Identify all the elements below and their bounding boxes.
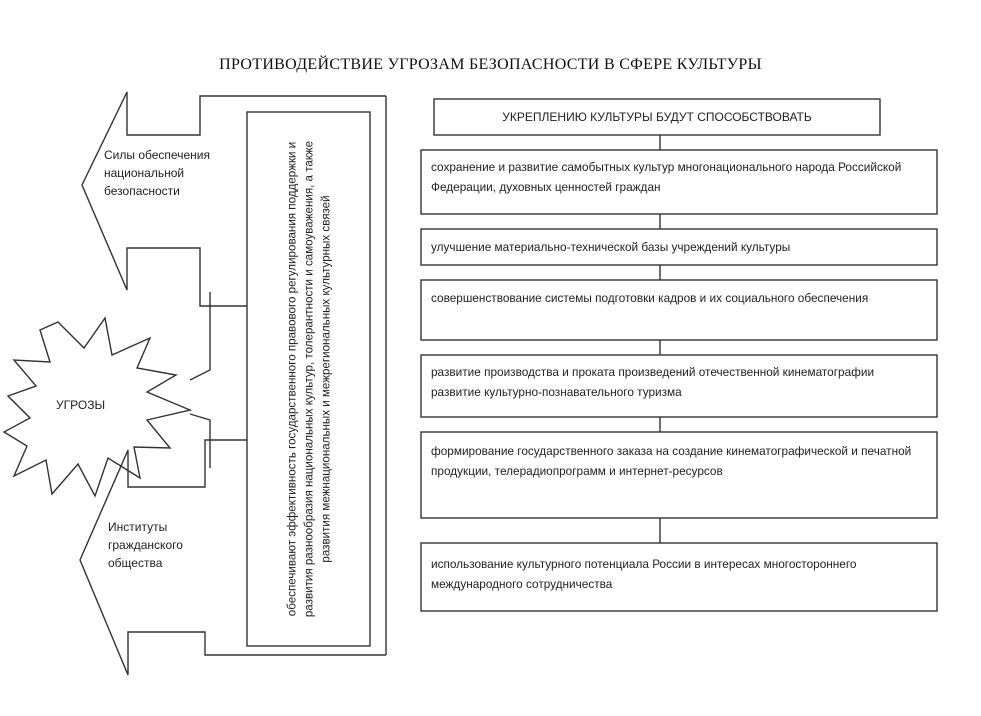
lower-arrow-line-1: Институты xyxy=(108,520,168,534)
diagram-title: ПРОТИВОДЕЙСТВИЕ УГРОЗАМ БЕЗОПАСНОСТИ В СФЕРЕ КУЛЬТУРЫ xyxy=(219,56,762,73)
item-4: развитие производства и проката произведений отечественной кинематографии развитие культурно-познавательного туризма xyxy=(431,365,875,399)
upper-arrow-line-1: Силы обеспечения xyxy=(104,148,210,162)
head-box: УКРЕПЛЕНИЮ КУЛЬТУРЫ БУДУТ СПОСОБСТВОВАТЬ xyxy=(502,110,812,124)
upper-arrow-label xyxy=(104,146,210,200)
item-5: формирование государственного заказа на создание кинематографической и печатной продукции, телерадиопрограмм и интернет-ресурсов xyxy=(431,444,912,478)
threat-label: УГРОЗЫ xyxy=(56,398,106,412)
lower-arrow-line-2: гражданского xyxy=(108,538,183,552)
upper-arrow-line-2: национальной xyxy=(104,166,185,180)
lower-arrow-label xyxy=(108,518,183,572)
item-2: улучшение материально-технической базы учреждений культуры xyxy=(431,240,791,254)
item-3: совершенствование системы подготовки кадров и их социального обеспечения xyxy=(431,291,869,305)
item-1: сохранение и развитие самобытных культур многонационального народа Российской Федерации, духовных ценностей граждан xyxy=(431,160,902,194)
threat-connector-bottom xyxy=(190,414,210,468)
lower-arrow-line-3: общества xyxy=(108,556,163,570)
upper-arrow-line-3: безопасности xyxy=(104,184,180,198)
item-6: использование культурного потенциала России в интересах многостороннего международного сотрудничества xyxy=(431,557,857,591)
vertical-text: обеспечивают эффективность государственного правового регулирования поддержки и развития разнообразия национальных культур, толерантности и самоуважения, а также развития межнациональных и межрегиональных культурных связей xyxy=(285,140,332,618)
vertical-text-box xyxy=(247,112,370,646)
